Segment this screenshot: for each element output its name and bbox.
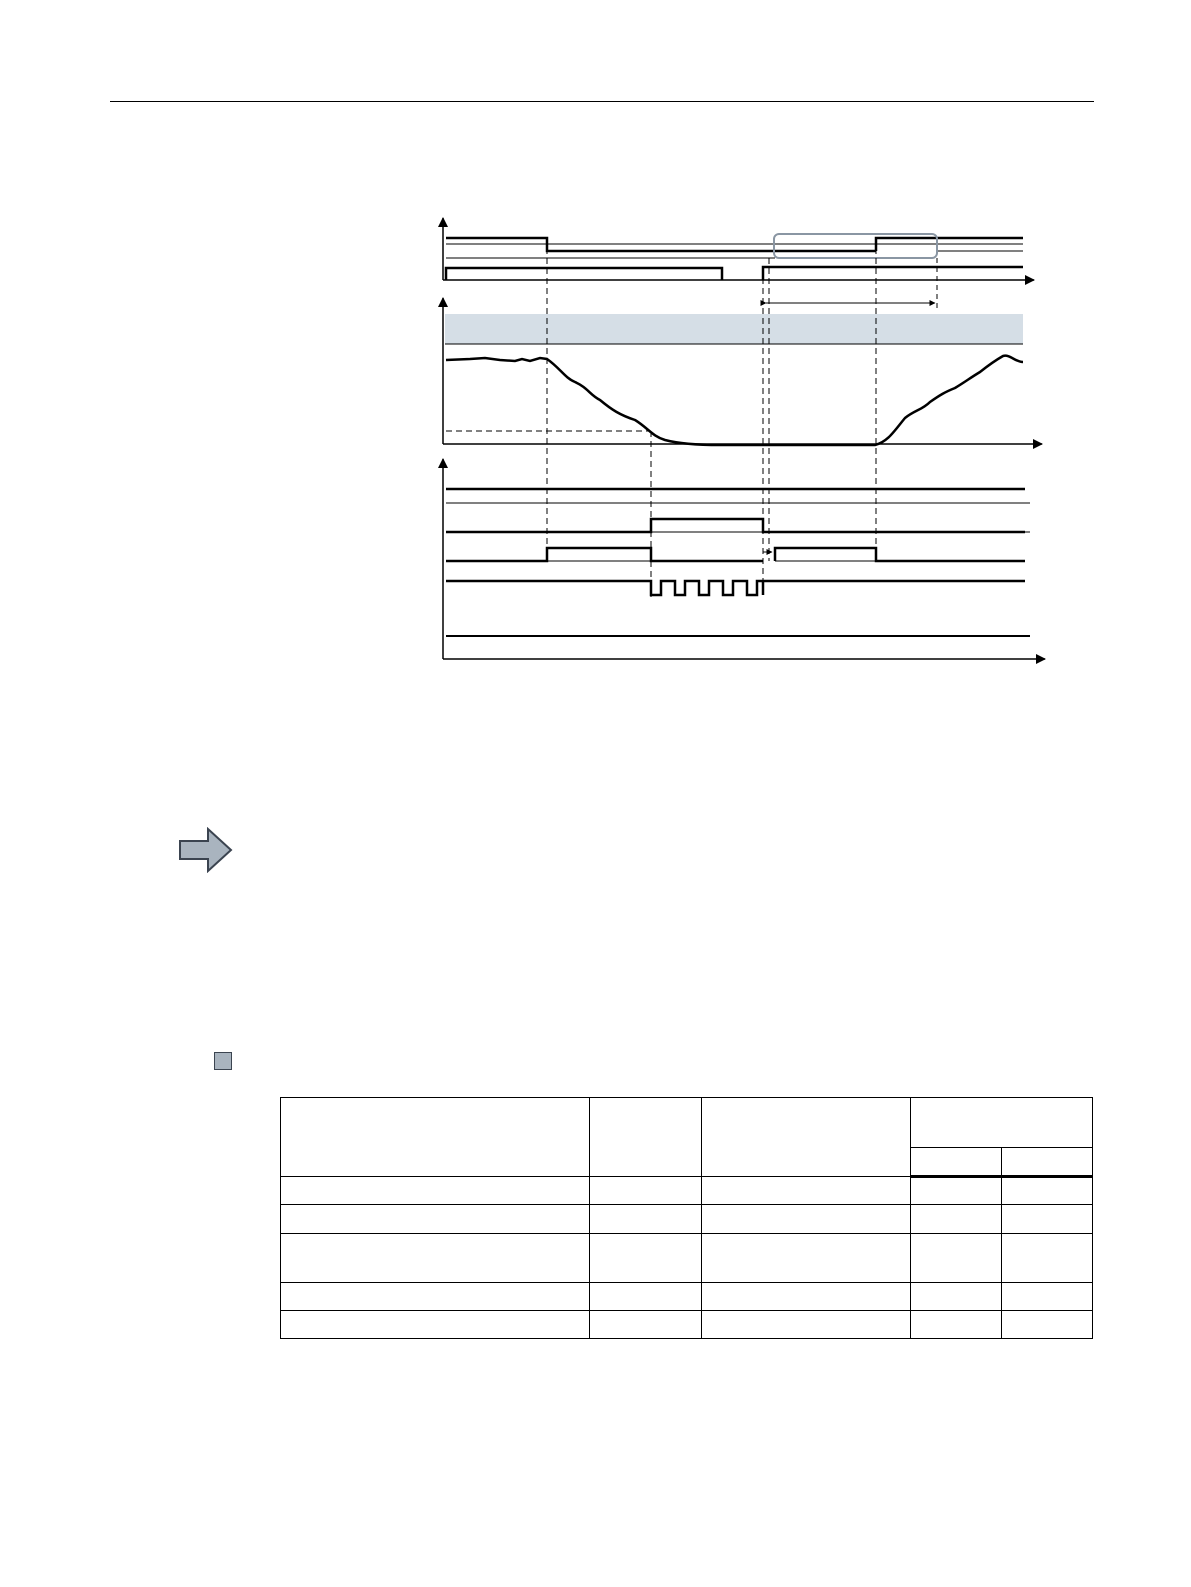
table-cell	[1002, 1234, 1093, 1283]
table-row	[281, 1177, 1093, 1205]
table-cell	[281, 1311, 590, 1339]
table-cell	[590, 1234, 702, 1283]
table-cell	[911, 1283, 1002, 1311]
table-cell	[702, 1311, 911, 1339]
panel1-signal-lower	[446, 268, 722, 280]
table-cell	[1002, 1283, 1093, 1311]
table-cell	[911, 1234, 1002, 1283]
table-header-cell	[702, 1098, 911, 1177]
table-cell	[702, 1205, 911, 1234]
panel1-signal-lower-right	[763, 267, 1023, 280]
table-cell	[911, 1177, 1002, 1205]
arrow-right-icon	[178, 827, 234, 873]
table-row	[281, 1234, 1093, 1283]
table-cell	[911, 1205, 1002, 1234]
table-cell	[702, 1283, 911, 1311]
table-header-cell	[911, 1148, 1002, 1177]
table-cell	[702, 1177, 911, 1205]
table-cell	[1002, 1205, 1093, 1234]
table-cell	[281, 1283, 590, 1311]
gray-square-icon	[214, 1052, 232, 1070]
table-header-cell	[281, 1098, 590, 1177]
table-cell	[911, 1311, 1002, 1339]
panel3-signal-3-right	[775, 548, 1025, 561]
table-cell	[590, 1283, 702, 1311]
speed-curve	[446, 356, 1023, 445]
table-cell	[590, 1311, 702, 1339]
table-cell	[281, 1234, 590, 1283]
table-cell	[590, 1205, 702, 1234]
table-cell	[1002, 1177, 1093, 1205]
panel3-signal-2	[446, 519, 1025, 532]
panel3-pulse-train	[446, 581, 1025, 595]
table-header-group-cell	[911, 1098, 1093, 1148]
timing-diagram	[0, 0, 1191, 700]
table-header-cell	[590, 1098, 702, 1177]
parameter-table	[280, 1097, 1093, 1339]
table-header-cell	[1002, 1148, 1093, 1177]
table-row	[281, 1205, 1093, 1234]
table-cell	[281, 1177, 590, 1205]
table-cell	[702, 1234, 911, 1283]
table-cell	[281, 1205, 590, 1234]
table-cell	[1002, 1311, 1093, 1339]
table-cell	[590, 1177, 702, 1205]
table-row	[281, 1311, 1093, 1339]
table-row	[281, 1283, 1093, 1311]
panel3-signal-3	[446, 548, 763, 561]
tolerance-band	[445, 314, 1023, 344]
